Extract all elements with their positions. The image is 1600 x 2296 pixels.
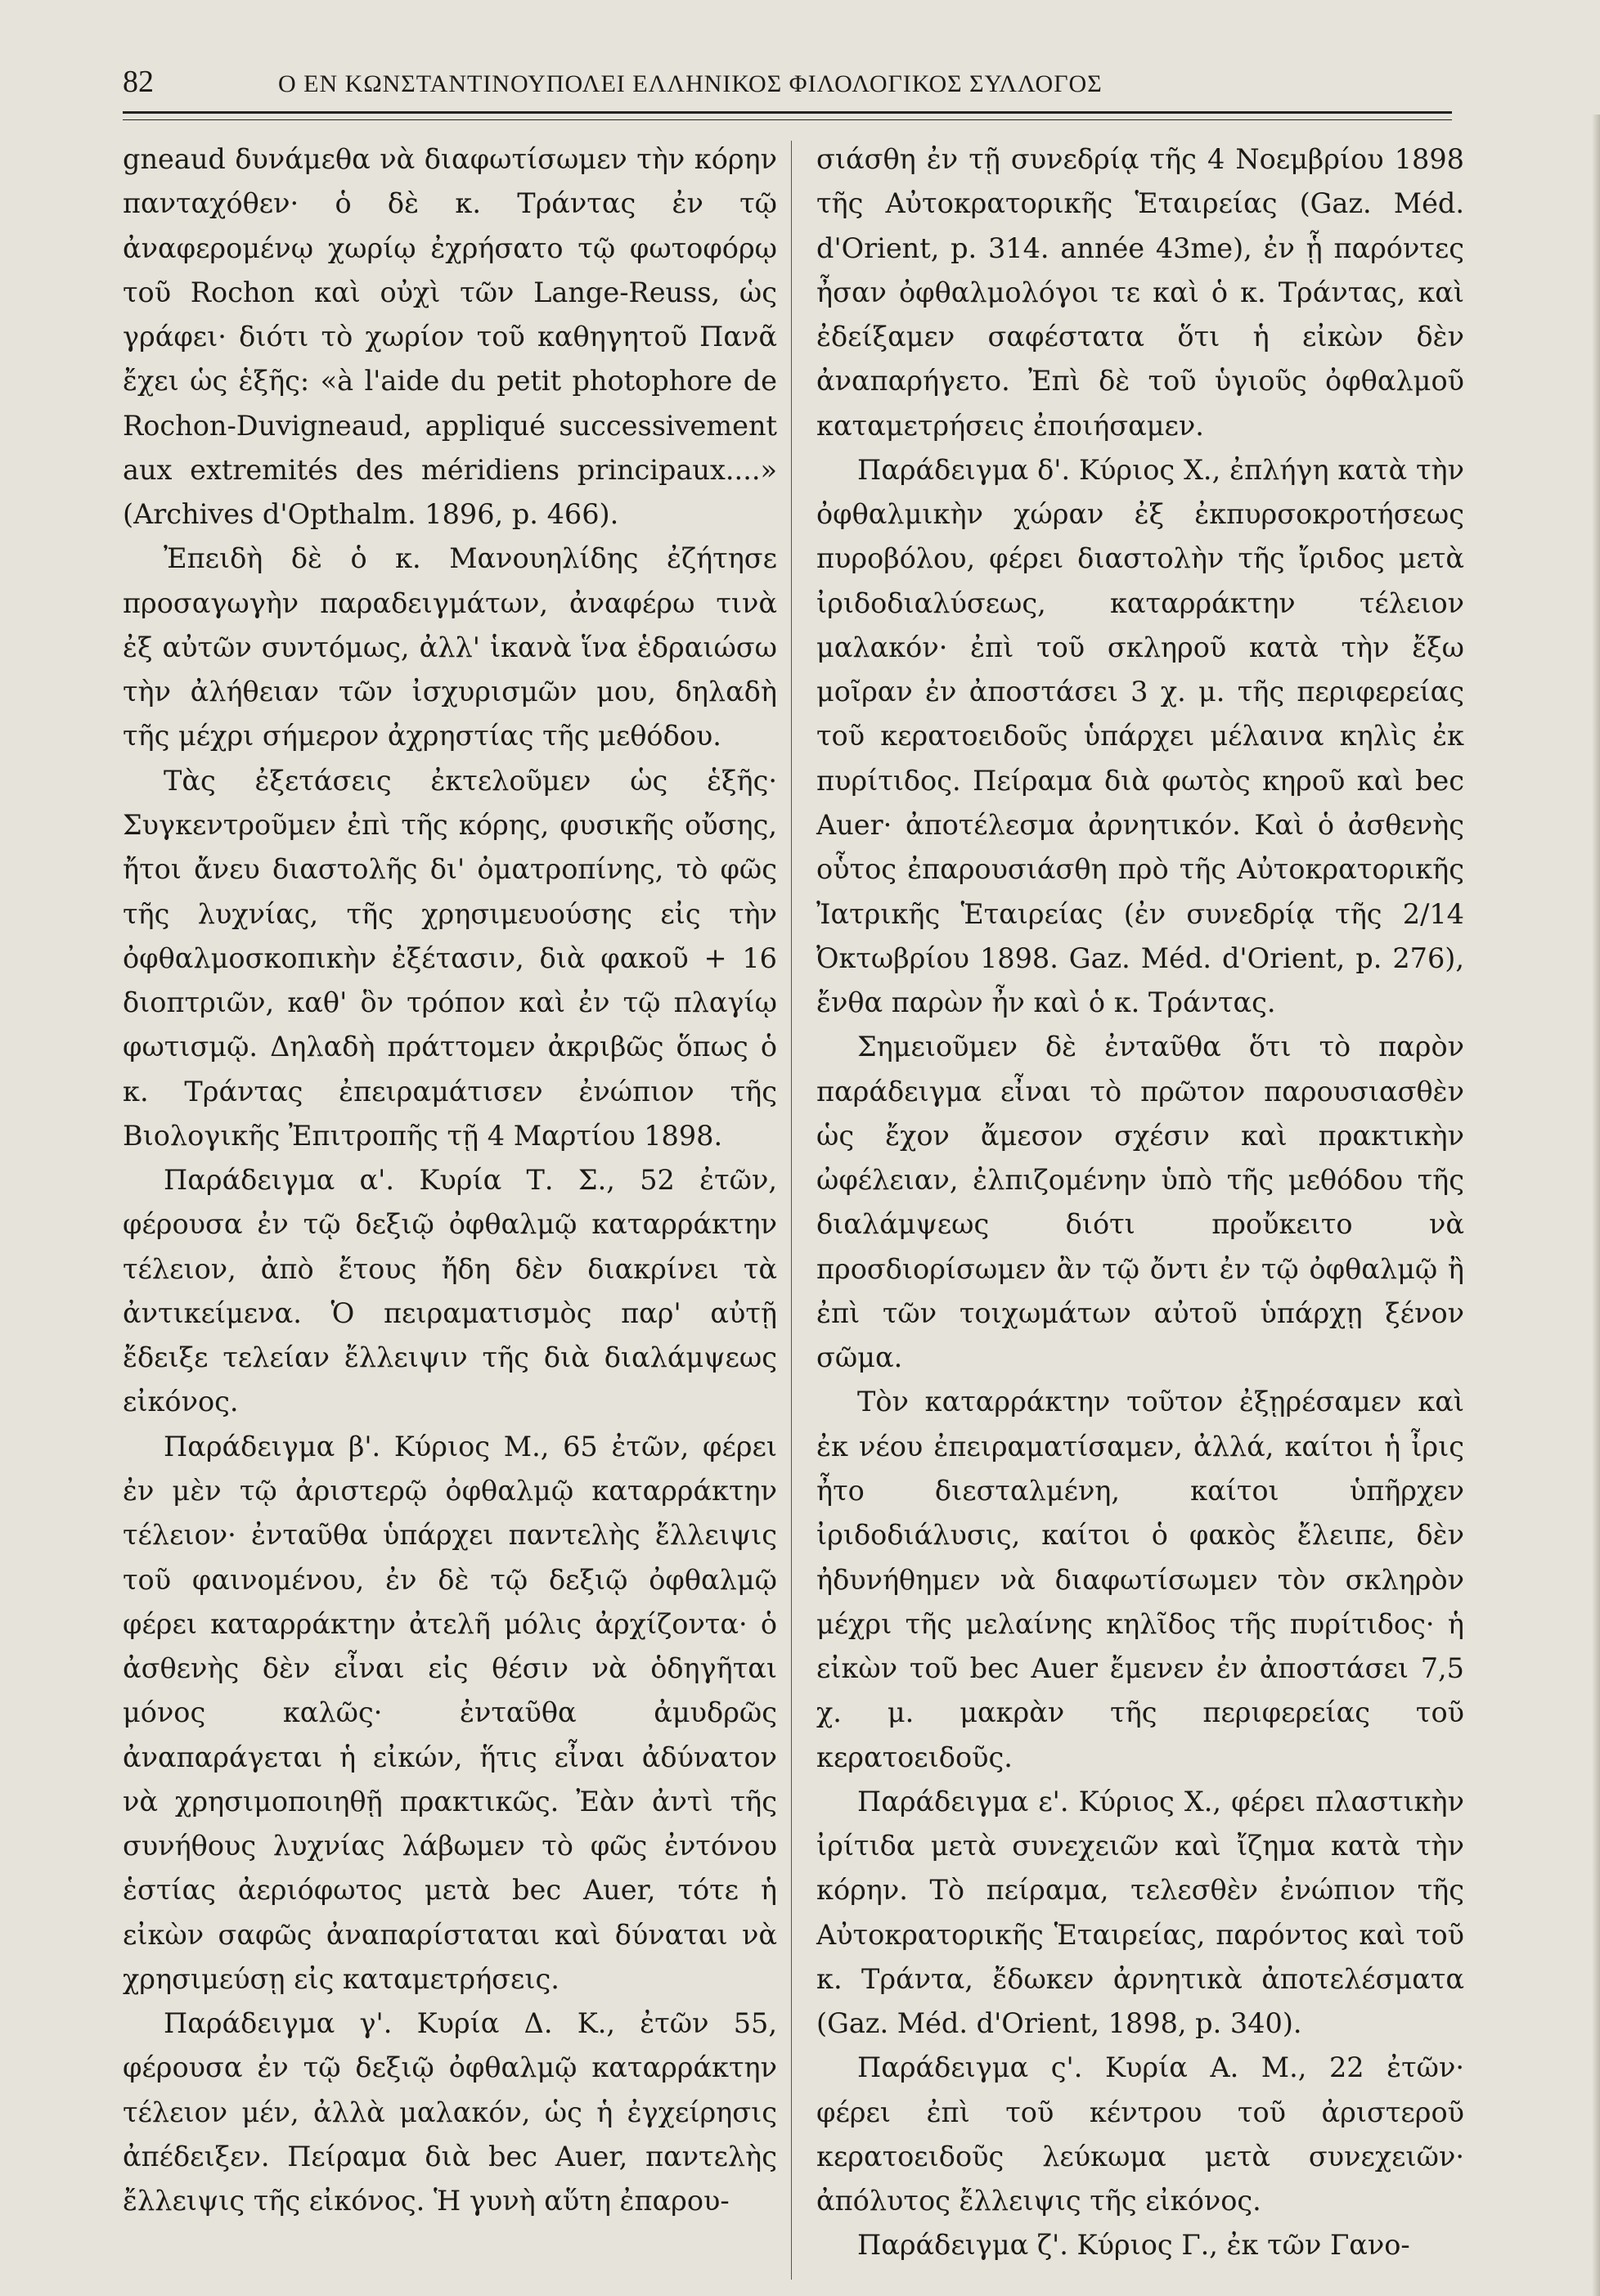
paragraph: Τὸν καταρράκτην τοῦτον ἐξῃρέσαμεν καὶ ἐκ νέου ἐπειραματίσαμεν, ἀλλά, καίτοι ἡ ἶρις ἦτο διεσταλμένη, καίτοι ὑπῆρχεν ἰριδοδιάλυσις, καίτοι ὁ φακὸς ἔλειπε, δὲν ἠδυνήθημεν νὰ διαφωτίσωμεν τὸν σκληρὸν μέχρι τῆς μελαίνης κηλῖδος τῆς πυρίτιδος· ἡ εἰκὼν τοῦ bec Auer ἔμενεν ἐν ἀποστάσει 7,5 χ. μ. μακρὰν τῆς περιφερείας τοῦ κερατοειδοῦς. bbox=[816, 1386, 1464, 1773]
running-title: Ο ΕΝ ΚΩΝΣΤΑΝΤΙΝΟΥΠΟΛΕΙ ΕΛΛΗΝΙΚΟΣ ΦΙΛΟΛΟΓΙΚΟΣ ΣΥΛΛΟΓΟΣ bbox=[278, 70, 1103, 97]
running-header bbox=[123, 64, 1448, 103]
paragraph: Παράδειγμα ς'. Κυρία Α. Μ., 22 ἐτῶν· φέρει ἐπὶ τοῦ κέντρου τοῦ ἀριστεροῦ κερατοειδοῦς λεύκωμα μετὰ συνεχειῶν· ἀπόλυτος ἔλλειψις τῆς εἰκόνος. bbox=[816, 2051, 1464, 2217]
paragraph: Ἐπειδὴ δὲ ὁ κ. Μανουηλίδης ἐζήτησε προσαγωγὴν παραδειγμάτων, ἀναφέρω τινὰ ἐξ αὐτῶν συντόμως, ἀλλ' ἱκανὰ ἵνα ἑδραιώσω τὴν ἀλήθειαν τῶν ἰσχυρισμῶν μου, δηλαδὴ τῆς μέχρι σήμερον ἀχρηστίας τῆς μεθόδου. bbox=[123, 542, 777, 753]
paragraph: Σημειοῦμεν δὲ ἐνταῦθα ὅτι τὸ παρὸν παράδειγμα εἶναι τὸ πρῶτον παρουσιασθὲν ὡς ἔχον ἄμεσον σχέσιν καὶ πρακτικὴν ὠφέλειαν, ἐλπιζομένην ὑπὸ τῆς μεθόδου τῆς διαλάμψεως διότι προὔκειτο νὰ προσδιορίσωμεν ἂν τῷ ὄντι ἐν τῷ ὀφθαλμῷ ἢ ἐπὶ τῶν τοιχωμάτων αὐτοῦ ὑπάρχῃ ξένον σῶμα. bbox=[816, 1031, 1464, 1374]
paragraph: Τὰς ἐξετάσεις ἐκτελοῦμεν ὡς ἑξῆς· Συγκεντροῦμεν ἐπὶ τῆς κόρης, φυσικῆς οὔσης, ἤτοι ἄνευ διαστολῆς δι' ὀματροπίνης, τὸ φῶς τῆς λυχνίας, τῆς χρησιμευούσης εἰς τὴν ὀφθαλμοσκοπικὴν ἐξέτασιν, διὰ φακοῦ + 16 διοπτριῶν, καθ' ὃν τρόπον καὶ ἐν τῷ πλαγίῳ φωτισμῷ. Δηλαδὴ πράττομεν ἀκριβῶς ὅπως ὁ κ. Τράντας ἐπειραμάτισεν ἐνώπιον τῆς Βιολογικῆς Ἐπιτροπῆς τῇ 4 Μαρτίου 1898. bbox=[123, 764, 777, 1152]
paragraph: Παράδειγμα ζ'. Κύριος Γ., ἐκ τῶν Γανο- bbox=[857, 2229, 1410, 2262]
left-column bbox=[123, 137, 777, 2223]
paragraph: Παράδειγμα β'. Κύριος Μ., 65 ἐτῶν, φέρει ἐν μὲν τῷ ἀριστερῷ ὀφθαλμῷ καταρράκτην τέλειον· ἐνταῦθα ὑπάρχει παντελὴς ἔλλειψις τοῦ φαινομένου, ἐν δὲ τῷ δεξιῷ ὀφθαλμῷ φέρει καταρράκτην ἀτελῆ μόλις ἀρχίζοντα· ὁ ἀσθενὴς δὲν εἶναι εἰς θέσιν νὰ ὁδηγῆται μόνος καλῶς· ἐνταῦθα ἀμυδρῶς ἀναπαράγεται ἡ εἰκών, ἥτις εἶναι ἀδύνατον νὰ χρησιμοποιηθῇ πρακτικῶς. Ἐὰν ἀντὶ τῆς συνήθους λυχνίας λάβωμεν τὸ φῶς ἐντόνου ἑστίας ἀεριόφωτος μετὰ bec Auer, τότε ἡ εἰκὼν σαφῶς ἀναπαρίσταται καὶ δύναται νὰ χρησιμεύσῃ εἰς καταμετρήσεις. bbox=[123, 1430, 777, 1995]
page-number: 82 bbox=[123, 65, 154, 99]
paragraph: gneaud δυνάμεθα νὰ διαφωτίσωμεν τὴν κόρην πανταχόθεν· ὁ δὲ κ. Τράντας ἐν τῷ ἀναφερομένῳ χωρίῳ ἐχρήσατο τῷ φωτοφόρῳ τοῦ Rochon καὶ οὐχὶ τῶν Lange-Reuss, ὡς γράφει· διότι τὸ χωρίον τοῦ καθηγητοῦ Πανᾶ ἔχει ὡς ἑξῆς: «à l'aide du petit photophore de Rochon-Duvigneaud, appliqué successivement aux extremités des méridiens principaux....» (Archives d'Opthalm. 1896, p. 466). bbox=[123, 143, 777, 531]
page-edge-shadow bbox=[1592, 115, 1600, 2296]
paragraph: Παράδειγμα γ'. Κυρία Δ. Κ., ἐτῶν 55, φέρουσα ἐν τῷ δεξιῷ ὀφθαλμῷ καταρράκτην τέλειον μέν, ἀλλὰ μαλακόν, ὡς ἡ ἐγχείρησις ἀπέδειξεν. Πείραμα διὰ bec Auer, παντελὴς ἔλλειψις τῆς εἰκόνος. Ἡ γυνὴ αὕτη ἐπαρου- bbox=[123, 2007, 777, 2217]
paragraph: Παράδειγμα δ'. Κύριος Χ., ἐπλήγη κατὰ τὴν ὀφθαλμικὴν χώραν ἐξ ἐκπυρσοκροτήσεως πυροβόλου, φέρει διαστολὴν τῆς ἴριδος μετὰ ἰριδοδιαλύσεως, καταρράκτην τέλειον μαλακόν· ἐπὶ τοῦ σκληροῦ κατὰ τὴν ἔξω μοῖραν ἐν ἀποστάσει 3 χ. μ. τῆς περιφερείας τοῦ κερατοειδοῦς ὑπάρχει μέλαινα κηλὶς ἐκ πυρίτιδος. Πείραμα διὰ φωτὸς κηροῦ καὶ bec Auer· ἀποτέλεσμα ἀρνητικόν. Καὶ ὁ ἀσθενὴς οὗτος ἐπαρουσιάσθη πρὸ τῆς Αὐτοκρατορικῆς Ἰατρικῆς Ἑταιρείας (ἐν συνεδρίᾳ τῆς 2/14 Ὀκτωβρίου 1898. Gaz. Méd. d'Orient, p. 276), ἔνθα παρὼν ἦν καὶ ὁ κ. Τράντας. bbox=[816, 453, 1464, 1019]
paragraph: σιάσθη ἐν τῇ συνεδρίᾳ τῆς 4 Νοεμβρίου 1898 τῆς Αὐτοκρατορικῆς Ἑταιρείας (Gaz. Méd. d'Orient, p. 314. année 43me), ἐν ᾗ παρόντες ἦσαν ὀφθαλμολόγοι τε καὶ ὁ κ. Τράντας, καὶ ἐδείξαμεν σαφέστατα ὅτι ἡ εἰκὼν δὲν ἀναπαρήγετο. Ἐπὶ δὲ τοῦ ὑγιοῦς ὀφθαλμοῦ καταμετρήσεις ἐποιήσαμεν. bbox=[816, 143, 1464, 442]
header-rule-thin bbox=[123, 119, 1452, 120]
paragraph: Παράδειγμα α'. Κυρία Τ. Σ., 52 ἐτῶν, φέρουσα ἐν τῷ δεξιῷ ὀφθαλμῷ καταρράκτην τέλειον, ἀπὸ ἔτους ἤδη δὲν διακρίνει τὰ ἀντικείμενα. Ὁ πειραματισμὸς παρ' αὐτῇ ἔδειξε τελείαν ἔλλειψιν τῆς διὰ διαλάμψεως εἰκόνος. bbox=[123, 1164, 777, 1418]
paragraph: Παράδειγμα ε'. Κύριος Χ., φέρει πλαστικὴν ἰρίτιδα μετὰ συνεχειῶν καὶ ἴζημα κατὰ τὴν κόρην. Τὸ πείραμα, τελεσθὲν ἐνώπιον τῆς Αὐτοκρατορικῆς Ἑταιρείας, παρόντος καὶ τοῦ κ. Τράντα, ἔδωκεν ἀρνητικὰ ἀποτελέσματα (Gaz. Méd. d'Orient, 1898, p. 340). bbox=[816, 1785, 1464, 2040]
column-divider bbox=[791, 141, 792, 2280]
header-rule-thick bbox=[123, 111, 1452, 114]
right-column bbox=[816, 137, 1464, 2268]
